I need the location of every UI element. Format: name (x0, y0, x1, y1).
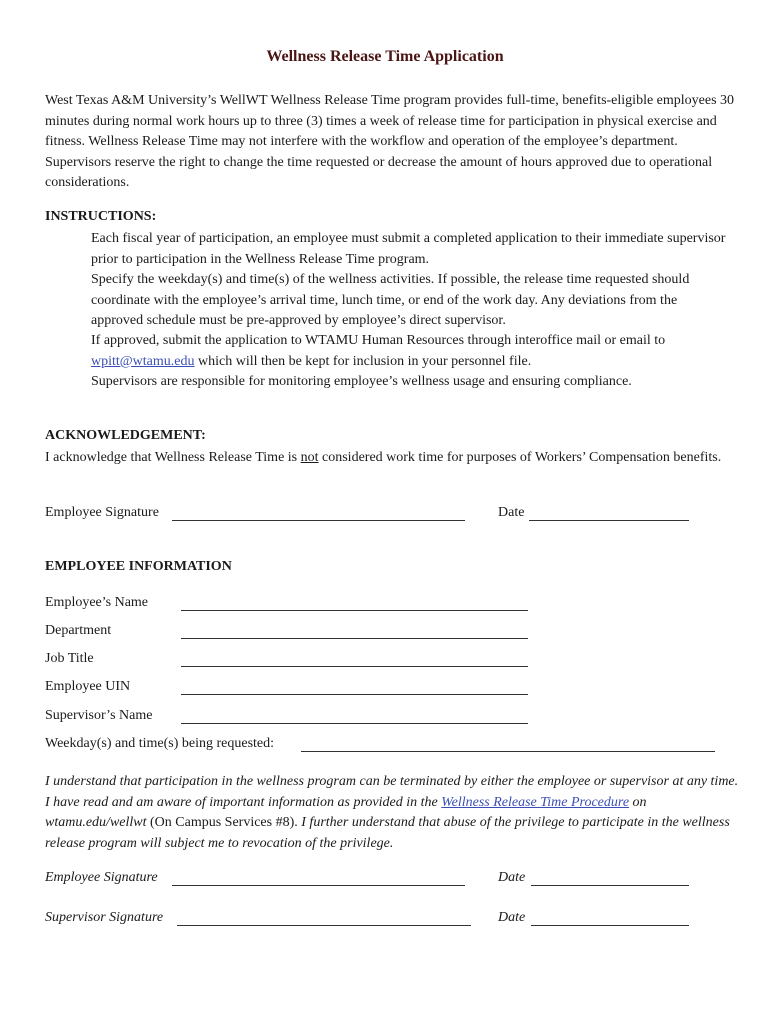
weekday-time-label: Weekday(s) and time(s) being requested: (45, 736, 275, 751)
email-link[interactable]: wpitt@wtamu.edu (91, 353, 195, 369)
job-title-label: Job Title (45, 651, 94, 666)
supervisor-signature-field[interactable] (177, 925, 471, 926)
employee-signature-field[interactable] (172, 885, 465, 886)
instruction-item-1: Each fiscal year of participation, an employee must submit a completed application to their immediate supervisor prior to participation in the Wellness Release Time program. (91, 231, 726, 267)
instruction-item-4: Supervisors are responsible for monitoring employee’s wellness usage and ensuring compliance. (91, 374, 632, 389)
ack-employee-signature-field[interactable] (172, 520, 465, 521)
supervisor-signature-label: Supervisor Signature (45, 910, 164, 925)
employee-name-field[interactable] (181, 610, 528, 611)
supervisor-date-field[interactable] (531, 925, 689, 926)
ack-text-start: I acknowledge that Wellness Release Time is (45, 450, 301, 465)
agreement-text-4: I further understand that abuse of the privilege to participate in the wellness release program will subject me to revocation of the privilege. (45, 815, 730, 851)
employee-name-label: Employee’s Name (45, 595, 149, 610)
department-field[interactable] (181, 638, 528, 639)
supervisor-date-label: Date (498, 910, 526, 925)
agreement-text-3: (On Campus Services #8). (146, 815, 302, 830)
department-label: Department (45, 623, 112, 638)
instruction-item-3-text-end: which will then be kept for inclusion in your personnel file. (194, 353, 532, 369)
ack-not-emphasis: not (300, 450, 319, 465)
instructions-heading: INSTRUCTIONS: (45, 209, 157, 224)
instruction-item-3 (91, 331, 731, 372)
employee-uin-label: Employee UIN (45, 679, 131, 694)
ack-date-label: Date (498, 505, 525, 520)
employee-signature-label: Employee Signature (45, 870, 158, 885)
agreement-text-2: on wtamu.edu/wellwt (45, 794, 647, 830)
acknowledgement-text (45, 448, 735, 469)
employee-uin-field[interactable] (181, 694, 528, 695)
acknowledgement-heading: ACKNOWLEDGEMENT: (45, 428, 206, 443)
employee-date-field[interactable] (531, 885, 689, 886)
procedure-link[interactable]: Wellness Release Time Procedure (441, 794, 630, 810)
employee-date-label: Date (498, 870, 526, 885)
document-title: Wellness Release Time Application (266, 48, 504, 65)
weekday-time-field[interactable] (301, 751, 715, 752)
instruction-item-2: Specify the weekday(s) and time(s) of the wellness activities. If possible, the release time requested should coordinate with the employee’s arrival time, lunch time, or end of the work day. Any deviations from the approved schedule must be pre-approved by employee’s direct supervisor. (91, 272, 690, 328)
job-title-field[interactable] (181, 666, 528, 667)
employee-info-heading: EMPLOYEE INFORMATION (45, 559, 232, 574)
intro-paragraph: West Texas A&M University’s WellWT Wellness Release Time program provides full-time, benefits-eligible employees 30 minutes during normal work hours up to three (3) times a week of release time for participation in physical exercise and fitness. Wellness Release Time may not interfere with the workflow and operation of the employee’s department. Supervisors reserve the right to change the time requested or decrease the amount of hours approved due to operational considerations. (45, 93, 735, 190)
ack-text-end: considered work time for purposes of Workers’ Compensation benefits. (318, 450, 722, 465)
supervisor-name-field[interactable] (181, 723, 528, 724)
supervisor-name-label: Supervisor’s Name (45, 708, 153, 723)
ack-date-field[interactable] (529, 520, 689, 521)
agreement-text-1: I understand that participation in the wellness program can be terminated by either the employee or supervisor at any time. I have read and am aware of important information as provided in the (45, 774, 739, 810)
agreement-paragraph (45, 772, 740, 854)
instruction-item-3-text: If approved, submit the application to WTAMU Human Resources through interoffice mail or email to (91, 333, 666, 348)
ack-employee-signature-label: Employee Signature (45, 505, 159, 520)
